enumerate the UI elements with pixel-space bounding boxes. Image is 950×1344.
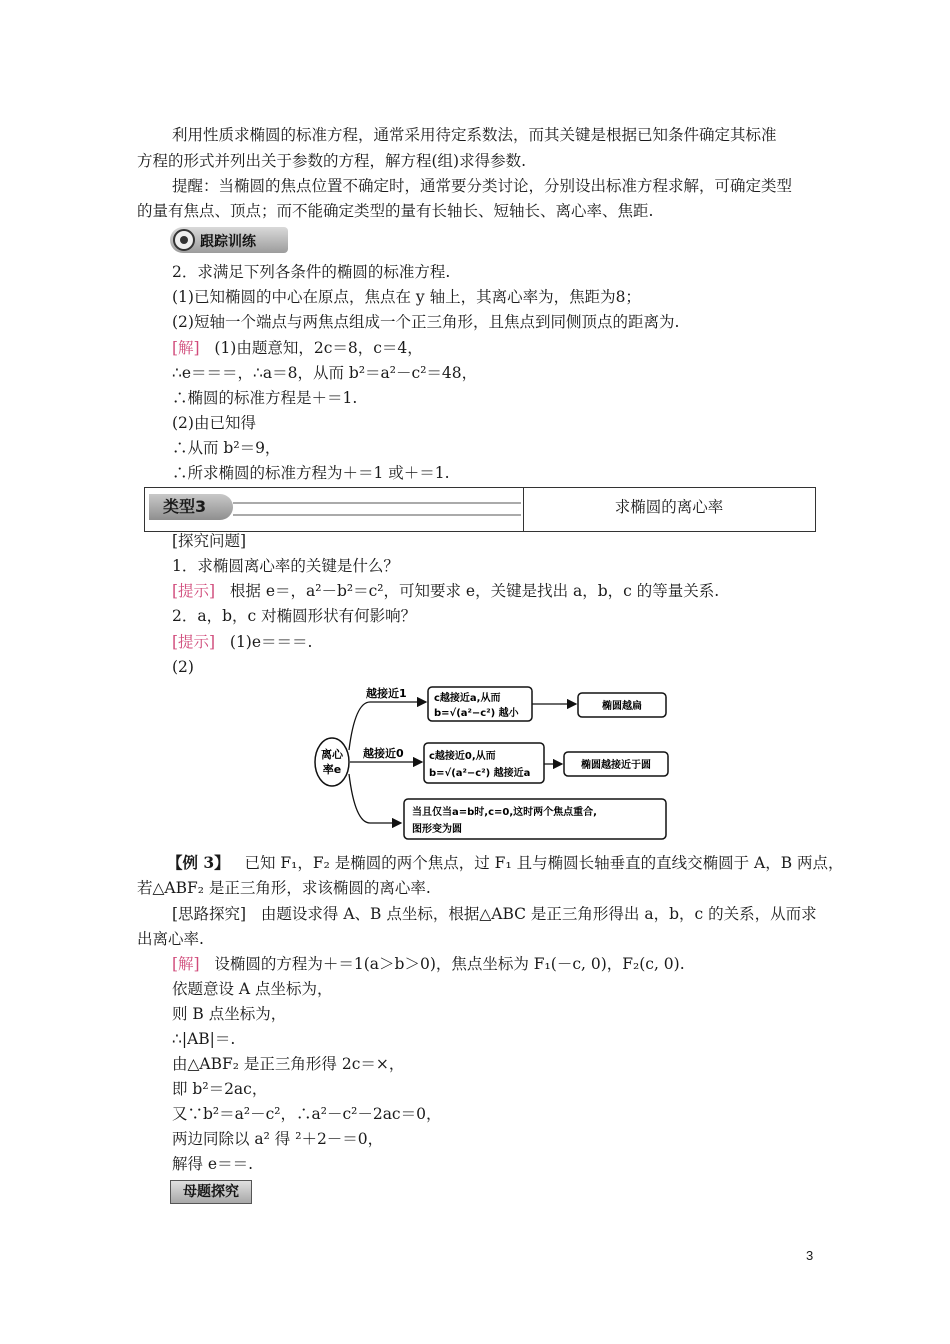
branch-box-3-line-1: 当且仅当a=b时,c=0,这时两个焦点重合, — [412, 807, 597, 818]
branch-box-2-line-1: c越接近0,从而 — [429, 751, 496, 762]
branch-arrow-1 — [349, 702, 426, 750]
branch-box-2-line-2: b=√(a²−c²) 越接近a — [429, 768, 531, 779]
idea-text: 由题设求得 A、B 点坐标，根据△ABC 是正三角形得出 a，b，c 的关系，从而求 — [260, 905, 817, 923]
solution-line: ∴所求椭圆的标准方程为＋＝1 或＋＝1. — [172, 464, 450, 482]
example-tag: 【例 3】 — [167, 853, 230, 872]
hint-line — [172, 580, 719, 602]
hint-part-2: (2) — [172, 658, 194, 676]
intro-paragraph-line: 利用性质求椭圆的标准方程，通常采用待定系数法，而其关键是根据已知条件确定其标准 — [172, 126, 777, 144]
exercise-stem: 2．求满足下列各条件的椭圆的标准方程. — [172, 263, 451, 281]
target-icon — [173, 229, 195, 251]
hint-text: 根据 e＝，a²－b²＝c²，可知要求 e，关键是找出 a，b，c 的等量关系. — [229, 582, 720, 600]
solution-line: ∴椭圆的标准方程是＋＝1. — [172, 389, 358, 407]
example-line — [167, 852, 844, 874]
root-label-2: 率e — [322, 763, 342, 776]
branch-arrow-3 — [349, 774, 401, 823]
hint-tag: [提示] — [172, 582, 216, 600]
track-training-badge — [170, 227, 288, 253]
idea-line — [172, 903, 817, 925]
result-box-2-label: 椭圆越接近于圆 — [581, 760, 651, 771]
solution-line: ∴e＝＝＝，∴a＝8，从而 b²＝a²－c²＝48， — [172, 364, 478, 382]
solution-line: 解得 e＝＝. — [172, 1155, 254, 1173]
solution-line: 两边同除以 a² 得 ²＋2－＝0， — [172, 1130, 384, 1148]
divider — [233, 514, 521, 516]
branch-label-1: 越接近1 — [366, 687, 407, 700]
solution-text: 设椭圆的方程为＋＝1(a＞b＞0)，焦点坐标为 F₁(－c, 0)，F₂(c, 0). — [214, 955, 685, 973]
solution-line: (2)由已知得 — [172, 414, 256, 432]
divider — [233, 502, 521, 504]
solution-line: ∴|AB|＝. — [172, 1030, 236, 1048]
branch-label-2: 越接近0 — [363, 747, 404, 760]
mother-question-badge: 母题探究 — [170, 1180, 252, 1204]
solution-tag: [解] — [172, 339, 200, 357]
exercise-question-2: (2)短轴一个端点与两焦点组成一个正三角形，且焦点到同侧顶点的距离为. — [172, 313, 680, 331]
track-training-label: 跟踪训练 — [200, 234, 256, 250]
type-header-left — [145, 488, 524, 531]
solution-line — [172, 337, 423, 359]
reminder-line: 的量有焦点、顶点；而不能确定类型的量有长轴长、短轴长、离心率、焦距. — [137, 202, 654, 220]
reminder-line: 提醒：当椭圆的焦点位置不确定时，通常要分类讨论，分别设出标准方程求解，可确定类型 — [172, 177, 793, 195]
exercise-question-1: (1)已知椭圆的中心在原点，焦点在 y 轴上，其离心率为，焦距为8； — [172, 288, 641, 306]
result-box-1-label: 椭圆越扁 — [602, 701, 642, 712]
solution-text: (1)由题意知，2c＝8，c＝4， — [214, 339, 423, 357]
solution-line: 由△ABF₂ 是正三角形得 2c＝×， — [172, 1055, 405, 1073]
explore-question-1: 1．求椭圆离心率的关键是什么？ — [172, 557, 399, 575]
eccentricity-flow-diagram — [300, 680, 680, 845]
example-line: 若△ABF₂ 是正三角形，求该椭圆的离心率. — [137, 879, 431, 897]
type-header-box — [144, 487, 816, 532]
hint-tag: [提示] — [172, 633, 216, 651]
solution-line: 又∵b²＝a²－c²，∴a²－c²－2ac＝0， — [172, 1105, 442, 1123]
solution-line: 则 B 点坐标为， — [172, 1005, 287, 1023]
hint-text: (1)e＝＝＝. — [229, 633, 313, 651]
solution-tag: [解] — [172, 955, 200, 973]
branch-box-1-line-1: c越接近a,从而 — [434, 693, 501, 704]
branch-box-1-line-2: b=√(a²−c²) 越小 — [434, 708, 519, 719]
branch-box-3-line-2: 图形变为圆 — [412, 824, 462, 835]
page-number: 3 — [806, 1248, 814, 1263]
idea-tag: [思路探究] — [172, 905, 247, 923]
explore-header: [探究问题] — [172, 532, 247, 550]
root-node — [315, 738, 349, 786]
hint-line — [172, 631, 312, 653]
solution-line: ∴从而 b²＝9， — [172, 439, 281, 457]
intro-paragraph-line: 方程的形式并列出关于参数的方程，解方程(组)求得参数. — [137, 152, 527, 170]
type-tag: 类型3 — [149, 494, 233, 520]
explore-question-2: 2．a，b，c 对椭圆形状有何影响？ — [172, 607, 417, 625]
example-text: 已知 F₁，F₂ 是椭圆的两个焦点，过 F₁ 且与椭圆长轴垂直的直线交椭圆于 A，B 两点， — [244, 854, 844, 872]
solution-line — [172, 953, 685, 975]
solution-line: 即 b²＝2ac， — [172, 1080, 268, 1098]
type-title: 求椭圆的离心率 — [614, 498, 724, 516]
idea-line: 出离心率. — [137, 930, 204, 948]
solution-line: 依题意设 A 点坐标为， — [172, 980, 333, 998]
root-label-1: 离心 — [321, 748, 343, 761]
